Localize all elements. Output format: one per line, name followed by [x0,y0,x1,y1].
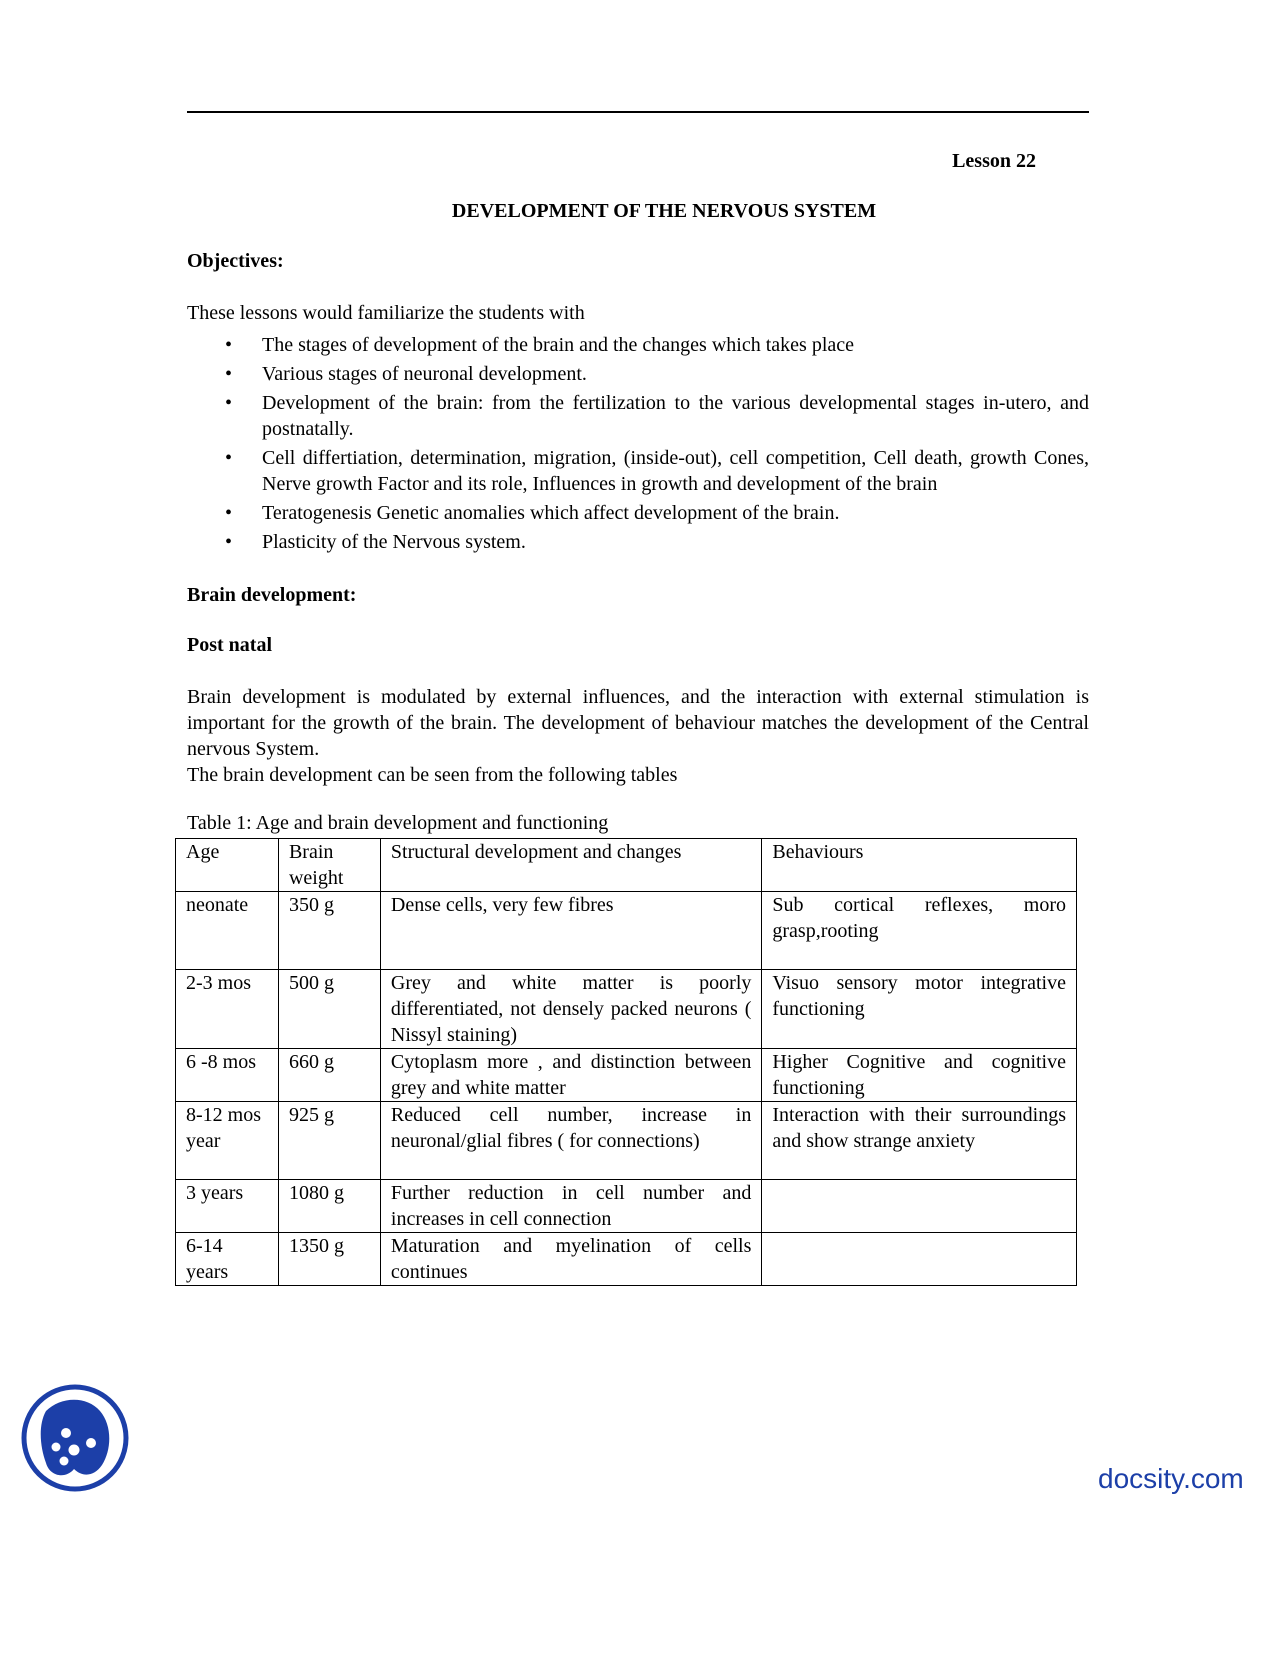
header-structural: Structural development and changes [380,839,761,892]
table-row [176,1049,1077,1102]
objectives-heading: Objectives: [187,250,284,272]
brain-development-paragraph: Brain development is modulated by external influences, and the interaction with external stimulation is important for the growth of the brain. The development of behaviour matches the development of the Central nervous System. [187,686,1089,760]
table-cell: Visuo sensory motor integrative functioning [762,970,1077,1049]
top-rule [187,111,1089,113]
table-cell: 660 g [278,1049,380,1102]
list-item: • Development of the brain: from the fertilization to the various developmental stages in-utero, and postnatally. [225,392,1089,440]
list-item: • Various stages of neuronal development. [225,363,587,385]
header-age: Age [176,839,279,892]
table-cell: Further reduction in cell number and increases in cell connection [380,1180,761,1233]
list-item: • Cell differtiation, determination, migration, (inside-out), cell competition, Cell death, growth Cones, Nerve growth Factor and its role, Influences in growth and development of the brain [225,447,1089,495]
table-cell: Grey and white matter is poorly differentiated, not densely packed neurons ( Nissyl staining) [380,970,761,1049]
tables-intro: The brain development can be seen from the following tables [187,764,678,786]
table-cell: Dense cells, very few fibres [380,892,761,970]
objectives-intro: These lessons would familiarize the students with [187,302,585,324]
lesson-number: Lesson 22 [952,150,1036,172]
table-cell: neonate [176,892,279,970]
table-row [176,892,1077,970]
age-brain-table [175,838,1077,1286]
table-cell: 2-3 mos [176,970,279,1049]
table-cell: 6-14 years [176,1233,279,1286]
list-item: • The stages of development of the brain and the changes which takes place [225,334,855,356]
table-row [176,1102,1077,1180]
docsity-logo-icon [20,1383,130,1493]
table-cell: 1350 g [278,1233,380,1286]
bullet-icon: • [225,447,233,469]
list-item: • Plasticity of the Nervous system. [225,531,526,553]
table-cell [762,1180,1077,1233]
table-cell: 3 years [176,1180,279,1233]
list-item: • Teratogenesis Genetic anomalies which affect development of the brain. [225,502,840,524]
bullet-icon: • [225,502,233,524]
docsity-brand-link[interactable]: docsity.com [1098,1463,1244,1494]
header-behaviours: Behaviours [762,839,1077,892]
post-natal-heading: Post natal [187,634,272,656]
document-title: DEVELOPMENT OF THE NERVOUS SYSTEM [451,200,877,222]
table-cell: 350 g [278,892,380,970]
table-cell [762,1233,1077,1286]
table-row [176,1180,1077,1233]
table-header-row [176,839,1077,892]
table-cell: Interaction with their surroundings and show strange anxiety [762,1102,1077,1180]
table-row [176,1233,1077,1286]
table-cell: 6 -8 mos [176,1049,279,1102]
table-caption: Table 1: Age and brain development and functioning [187,812,609,834]
header-brain-weight: Brain weight [278,839,380,892]
table-row [176,970,1077,1049]
table-cell: Cytoplasm more , and distinction between grey and white matter [380,1049,761,1102]
brain-development-heading: Brain development: [187,584,357,606]
table-cell: Reduced cell number, increase in neuronal/glial fibres ( for connections) [380,1102,761,1180]
bullet-icon: • [225,531,233,553]
table-cell: Maturation and myelination of cells continues [380,1233,761,1286]
objectives-list [187,332,1089,558]
table-cell: Higher Cognitive and cognitive functioning [762,1049,1077,1102]
bullet-icon: • [225,363,233,385]
table-cell: 500 g [278,970,380,1049]
table-cell: 8-12 mos year [176,1102,279,1180]
table-cell: Sub cortical reflexes, moro grasp,rooting [762,892,1077,970]
table-cell: 925 g [278,1102,380,1180]
bullet-icon: • [225,392,233,414]
table-cell: 1080 g [278,1180,380,1233]
bullet-icon: • [225,334,233,356]
